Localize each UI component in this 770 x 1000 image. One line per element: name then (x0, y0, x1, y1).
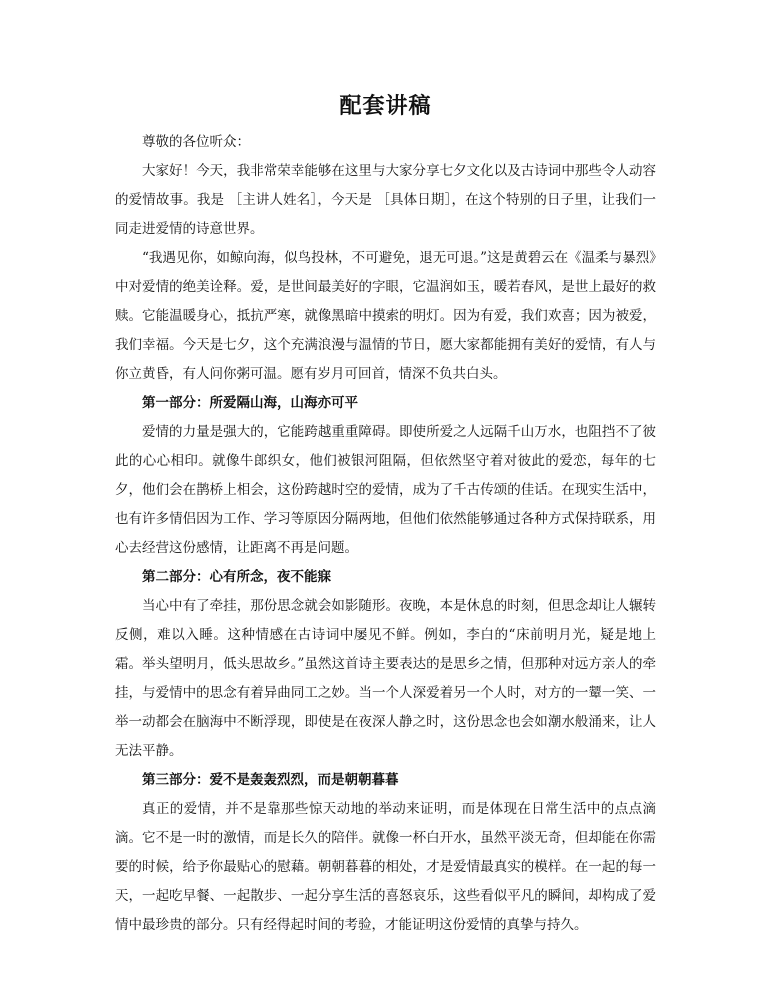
section-heading: 第三部分：爱不是轰轰烈烈，而是朝朝暮暮 (142, 772, 399, 788)
section-heading: 第二部分：心有所念，夜不能寐 (142, 569, 331, 585)
quote-paragraph: “我遇见你，如鲸向海，似鸟投林，不可避免，退无可退。”这是黄碧云在《温柔与暴烈》中对爱情的绝美诠释。爱，是世间最美好的字眼，它温润如玉，暖若春风，是世上最好的救赎。它能温暖身心，抵抗严寒，就像黑暗中摸索的明灯。因为有爱，我们欢喜；因为被爱，我们幸福。今天是七夕，这个充满浪漫与温情的节日，愿大家都能拥有美好的爱情，有人与你立黄昏，有人问你粥可温。愿有岁月可回首，情深不负共白头。 (115, 250, 656, 382)
intro-paragraph: 大家好！今天，我非常荣幸能够在这里与大家分享七夕文化以及古诗词中那些令人动容的爱情故事。我是 ［主讲人姓名］，今天是 ［具体日期］，在这个特别的日子里，让我们一同走进爱情的诗意世界。 (115, 163, 656, 237)
section-body: 当心中有了牵挂，那份思念就会如影随形。夜晚，本是休息的时刻，但思念却让人辗转反侧，难以入睡。这种情感在古诗词中屡见不鲜。例如，李白的“床前明月光，疑是地上霜。举头望明月，低头思故乡。”虽然这首诗主要表达的是思乡之情，但那种对远方亲人的牵挂，与爱情中的思念有着异曲同工之妙。当一个人深爱着另一个人时，对方的一颦一笑、一举一动都会在脑海中不断浮现，即使是在夜深人静之时，这份思念也会如潮水般涌来，让人无法平静。 (115, 598, 656, 759)
section-heading: 第一部分：所爱隔山海，山海亦可平 (142, 395, 358, 411)
greeting: 尊敬的各位听众： (142, 134, 250, 150)
section-body: 爱情的力量是强大的，它能跨越重重障碍。即使所爱之人远隔千山万水，也阻挡不了彼此的心心相印。就像牛郎织女，他们被银河阻隔，但依然坚守着对彼此的爱恋，每年的七夕，他们会在鹊桥上相会，这份跨越时空的爱情，成为了千古传颂的佳话。在现实生活中，也有许多情侣因为工作、学习等原因分隔两地，但他们依然能够通过各种方式保持联系，用心去经营这份感情，让距离不再是问题。 (115, 424, 656, 556)
document-content (115, 92, 656, 940)
section-body: 真正的爱情，并不是靠那些惊天动地的举动来证明，而是体现在日常生活中的点点滴滴。它不是一时的激情，而是长久的陪伴。就像一杯白开水，虽然平淡无奇，但却能在你需要的时候，给予你最贴心的慰藉。朝朝暮暮的相处，才是爱情最真实的模样。在一起的每一天，一起吃早餐、一起散步、一起分享生活的喜怒哀乐，这些看似平凡的瞬间，却构成了爱情中最珍贵的部分。只有经得起时间的考验，才能证明这份爱情的真挚与持久。 (115, 801, 656, 933)
page-title: 配套讲稿 (339, 93, 432, 119)
